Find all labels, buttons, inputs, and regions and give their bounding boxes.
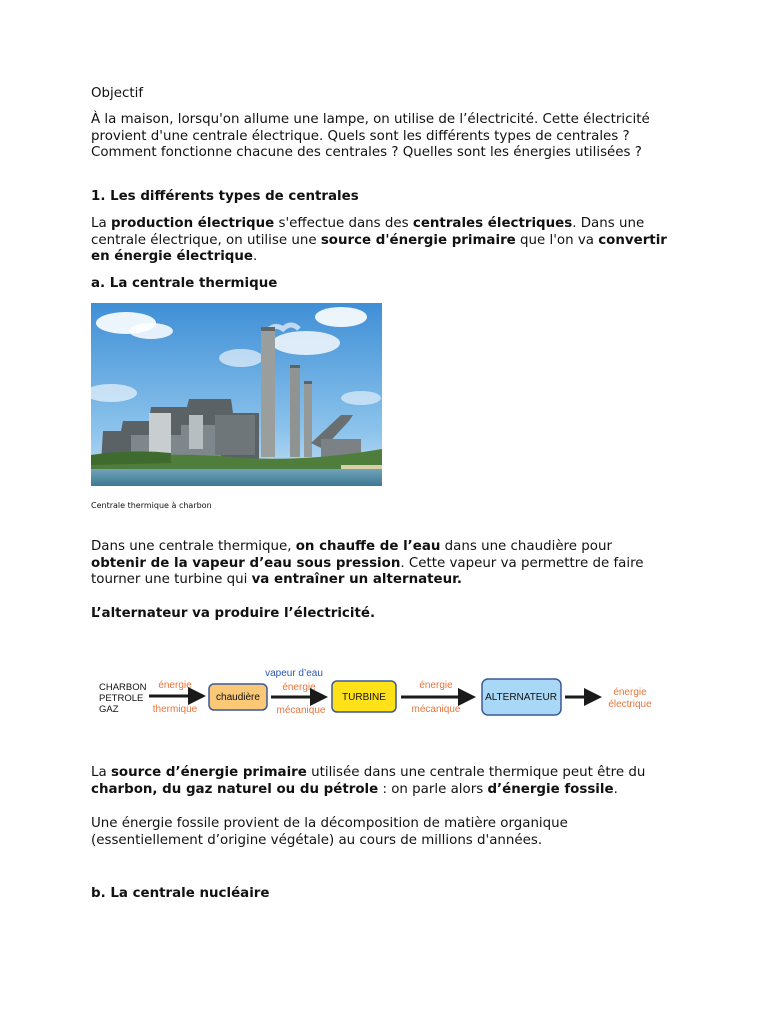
label-mecanique-1: mécanique (276, 705, 326, 716)
objective-heading: Objectif (91, 86, 144, 101)
label-energie-3: énergie (419, 680, 453, 691)
source-petrole: PETROLE (99, 693, 144, 704)
label-energie-4: énergie (613, 687, 647, 698)
source-gaz: GAZ (99, 704, 119, 715)
photo-caption: Centrale thermique à charbon (91, 501, 212, 510)
energy-chain-diagram (91, 660, 671, 724)
fossil-source-paragraph: La source d’énergie primaire utilisée dans une centrale thermique peut être du charbon, du gaz naturel ou du pétrole : on parle alors d’énergie fossile. (91, 765, 646, 797)
fossil-origin-paragraph: Une énergie fossile provient de la décomposition de matière organique (essentiellement d’origine végétale) au cours de millions d'années. (91, 816, 568, 848)
source-charbon: CHARBON (99, 682, 147, 693)
subsection-a-title: a. La centrale thermique (91, 276, 278, 291)
label-mecanique-2: mécanique (411, 704, 461, 715)
section-1-title: 1. Les différents types de centrales (91, 189, 359, 204)
turbine-label: TURBINE (342, 692, 386, 703)
label-energie-1: énergie (158, 680, 192, 691)
subsection-b-title: b. La centrale nucléaire (91, 886, 270, 901)
alternator-statement: L’alternateur va produire l’électricité. (91, 606, 376, 621)
production-paragraph: La production électrique s'effectue dans des centrales électriques. Dans une centrale électrique, on utilise une source d'énergie primaire que l'on va convertir en énergie électrique. (91, 216, 667, 264)
label-energie-2: énergie (282, 682, 316, 693)
alternator-label: ALTERNATEUR (485, 692, 557, 703)
thermal-plant-photo (91, 303, 382, 486)
label-thermique: thermique (152, 704, 198, 715)
intro-paragraph: À la maison, lorsqu'on allume une lampe, on utilise de l’électricité. Cette électricité provient d'une centrale électrique. Quels sont les différents types de centrales ? Comment fonctionne chacune des centrales ? Quelles sont les énergies utilisées ? (91, 112, 650, 160)
label-vapeur: vapeur d’eau (265, 668, 323, 679)
label-electrique: électrique (608, 699, 652, 710)
boiler-label: chaudière (216, 692, 260, 703)
thermal-process-paragraph: Dans une centrale thermique, on chauffe de l’eau dans une chaudière pour obtenir de la vapeur d’eau sous pression. Cette vapeur va permettre de faire tourner une turbine qui va entraîner un alternateur. (91, 539, 644, 587)
